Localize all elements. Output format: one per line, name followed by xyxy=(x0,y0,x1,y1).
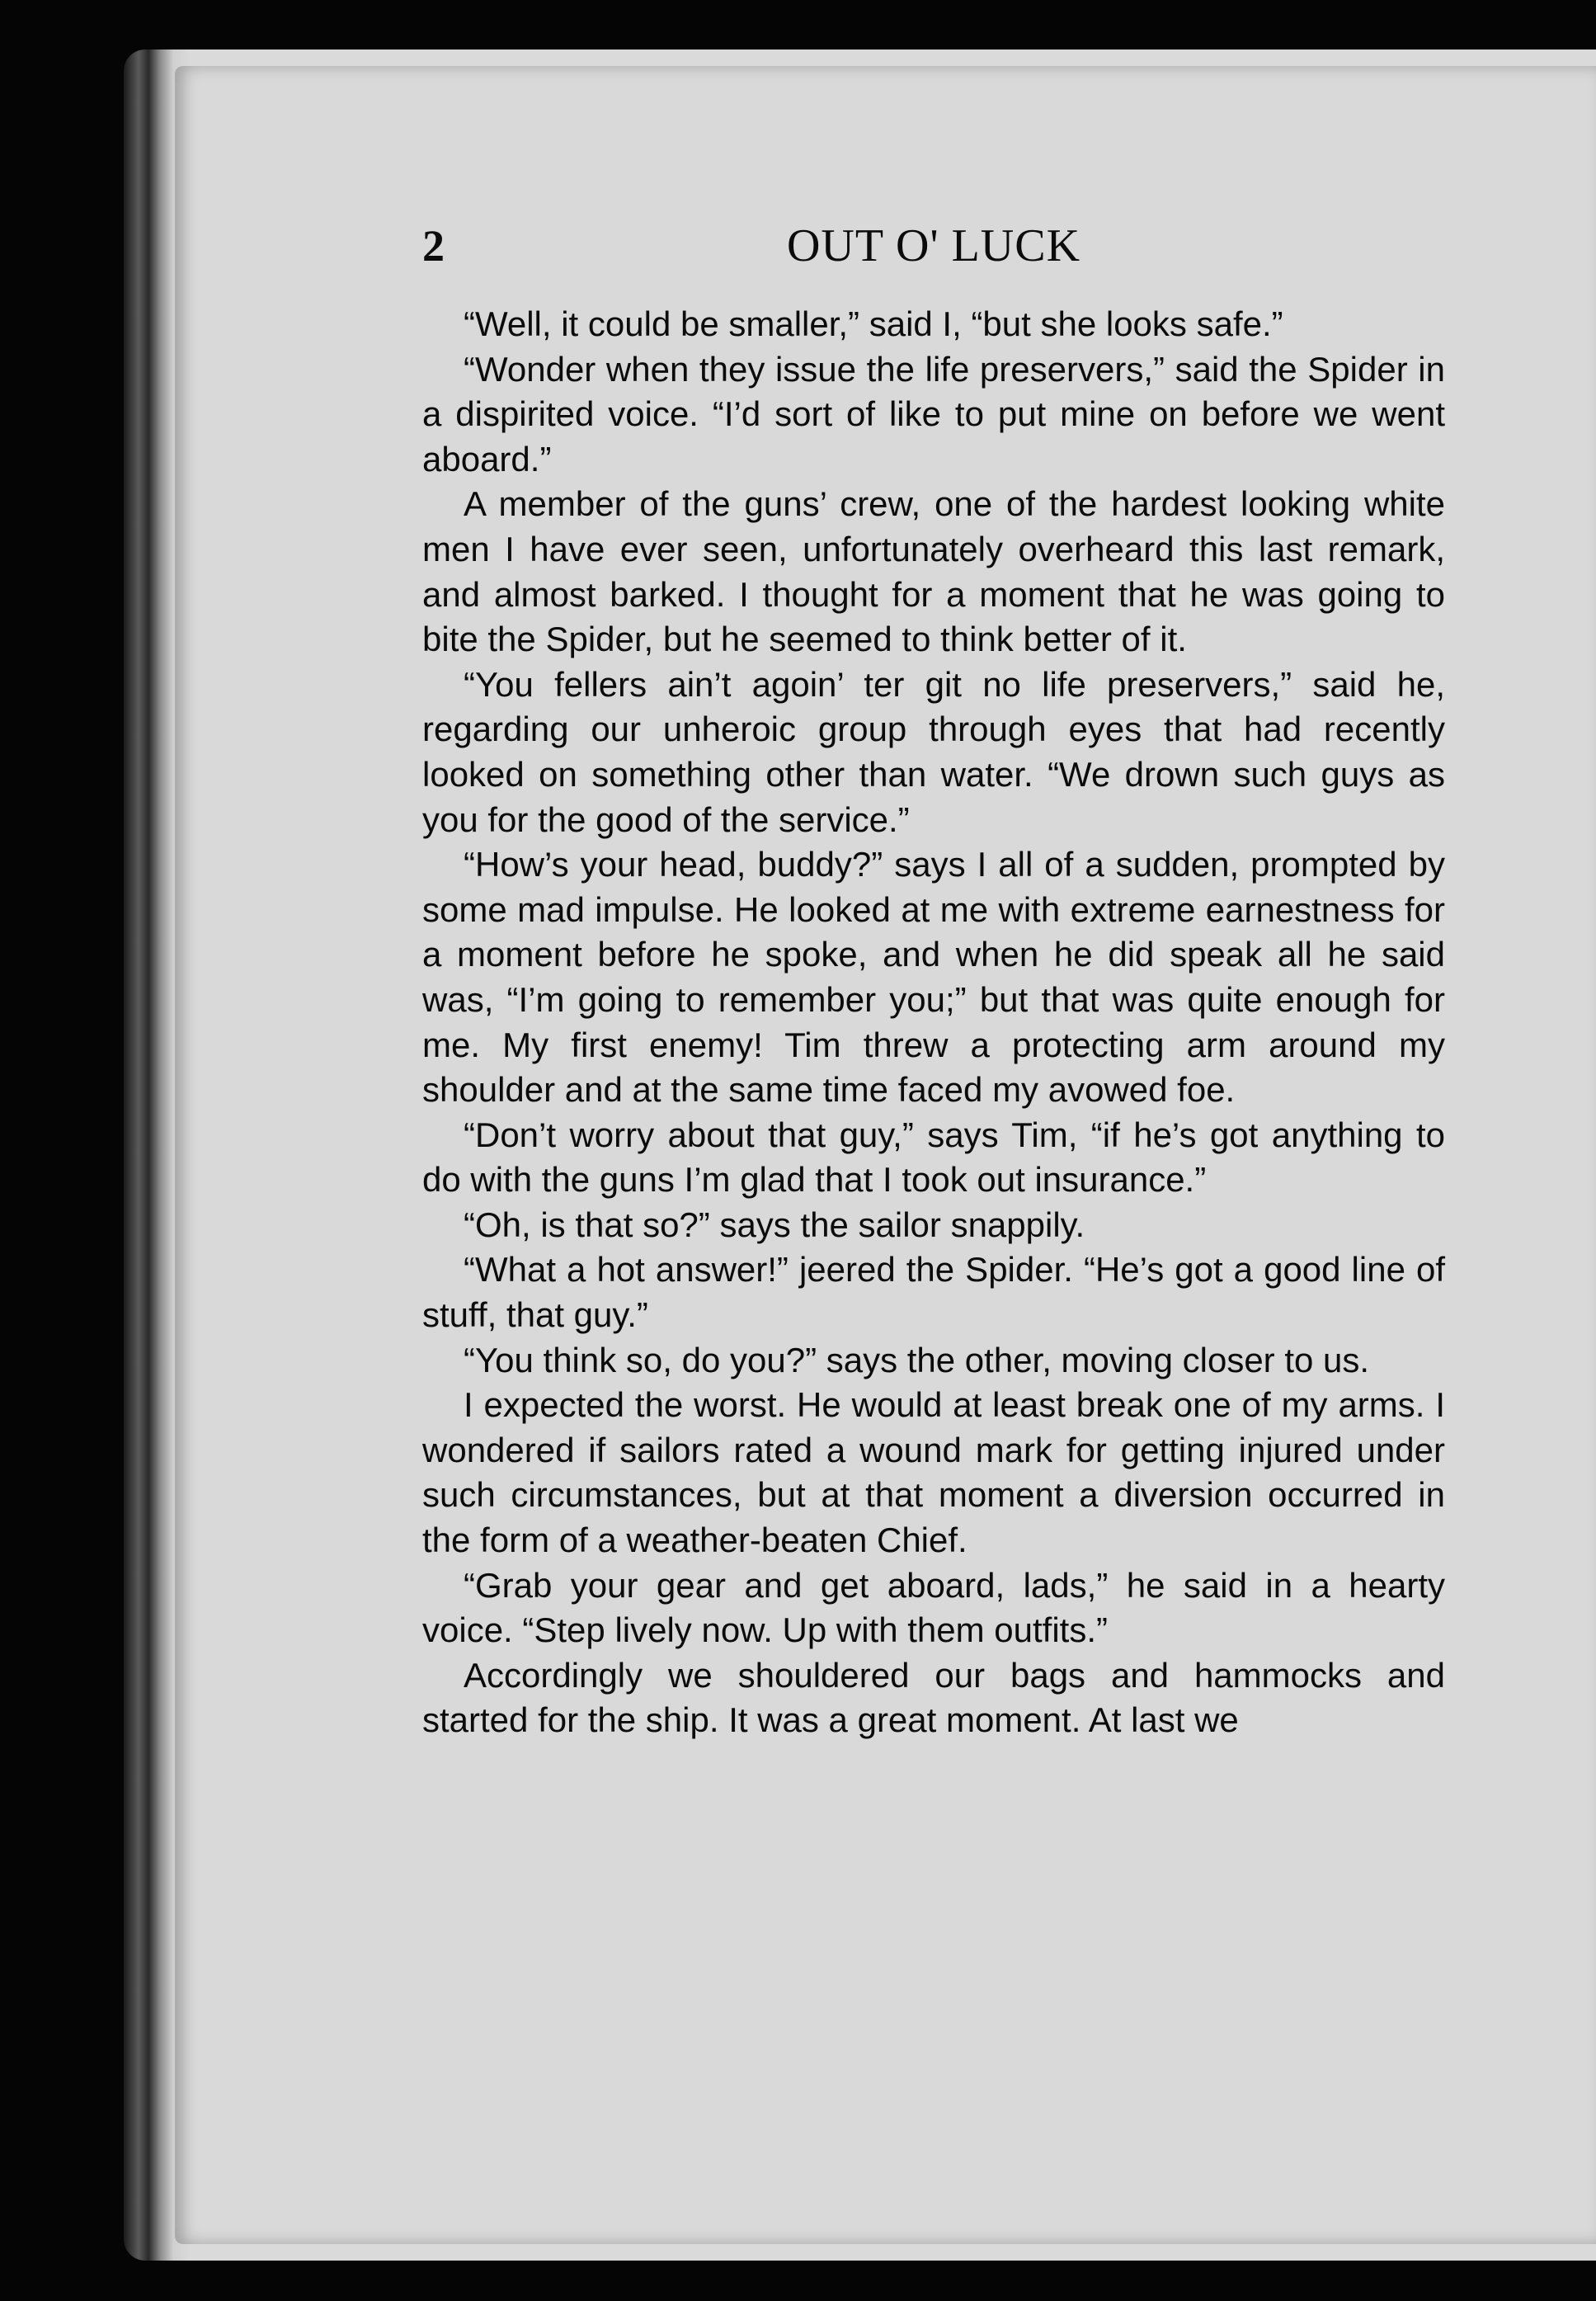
paragraph: A member of the guns’ crew, one of the hardest looking white men I have ever seen, unfortunately overheard this last remark, and almost barked. I thought for a moment that he was going to bite the Spider, but he seemed to think better of it. xyxy=(422,484,1445,659)
paragraph: “You fellers ain’t agoin’ ter git no life preservers,” said he, regarding our unheroic group through eyes that had recently looked on something other than water. “We drown such guys as you for the good of the service.” xyxy=(422,664,1445,839)
page-header xyxy=(422,213,1445,279)
paragraph: “You think so, do you?” says the other, moving closer to us. xyxy=(464,1340,1370,1379)
paragraph: “Grab your gear and get aboard, lads,” he said in a hearty voice. “Step lively now. Up with them outfits.” xyxy=(422,1565,1445,1650)
paragraph: “What a hot answer!” jeered the Spider. “He’s got a good line of stuff, that guy.” xyxy=(422,1250,1445,1335)
paragraph: “Well, it could be smaller,” said I, “but she looks safe.” xyxy=(464,304,1283,343)
running-head: OUT O' LUCK xyxy=(786,220,1081,271)
paragraph: “How’s your head, buddy?” says I all of a sudden, prompted by some mad impulse. He looked at me with extreme earnestness for a moment before he spoke, and when he did speak all he said was, “I’m going to remember you;” but that was quite enough for me. My first enemy! Tim threw a protecting arm around my shoulder and at the same time faced my avowed foe. xyxy=(422,845,1445,1110)
body-text xyxy=(422,302,1445,1743)
paragraph: “Wonder when they issue the life preservers,” said the Spider in a dispirited voice. “I’d sort of like to put mine on before we went aboard.” xyxy=(422,349,1445,479)
paragraph: Accordingly we shouldered our bags and hammocks and started for the ship. It was a great moment. At last we xyxy=(422,1655,1445,1740)
page-number: 2 xyxy=(422,221,445,271)
paragraph: I expected the worst. He would at least break one of my arms. I wondered if sailors rated a wound mark for getting injured under such circumstances, but at that moment a diversion occurred in the form of a weather-beaten Chief. xyxy=(422,1385,1445,1560)
paragraph: “Oh, is that so?” says the sailor snappily. xyxy=(464,1205,1085,1244)
paragraph: “Don’t worry about that guy,” says Tim, “if he’s got anything to do with the guns I’m glad that I took out insurance.” xyxy=(422,1115,1445,1200)
